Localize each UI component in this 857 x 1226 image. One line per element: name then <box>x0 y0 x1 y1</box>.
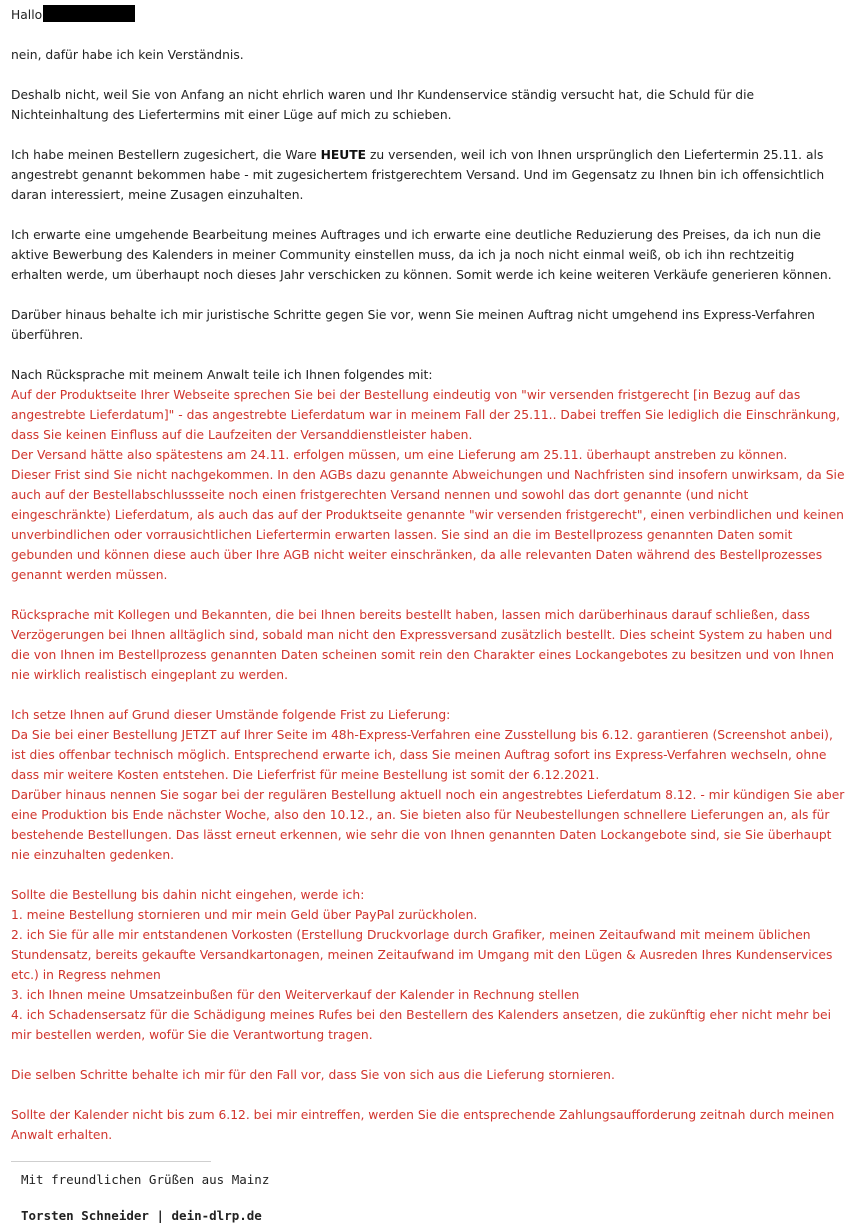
list-item-1: 1. meine Bestellung stornieren und mir mein Geld über PayPal zurückholen. <box>11 908 478 922</box>
paragraph-2: Deshalb nicht, weil Sie von Anfang an nicht ehrlich waren und Ihr Kundenservice ständig versucht hat, die Schuld für die Nichteinhaltung des Liefertermins mit einer Lüge auf mich zu schieben. <box>11 88 755 122</box>
red-paragraph-5: Ich setze Ihnen auf Grund dieser Umstände folgende Frist zu Lieferung: <box>11 708 451 722</box>
paragraph-3-bold: HEUTE <box>320 148 367 162</box>
paragraph-5: Darüber hinaus behalte ich mir juristische Schritte gegen Sie vor, wenn Sie meinen Auftrag nicht umgehend ins Express-Verfahren überführen. <box>11 308 815 342</box>
paragraph-3-a: Ich habe meinen Bestellern zugesichert, die Ware <box>11 148 321 162</box>
signature-divider <box>11 1161 211 1162</box>
red-section <box>11 385 847 1145</box>
list-item-2: 2. ich Sie für alle mir entstandenen Vorkosten (Erstellung Druckvorlage durch Grafiker, meinen Zeitaufwand mit meinem üblichen Stundensatz, bereits gekaufte Versandkartonagen, meinen Zeitaufwand im Umgang mit den Lügen & Ausreden Ihres Kundenservices etc.) in Regress nehmen <box>11 928 833 982</box>
paragraph-4: Ich erwarte eine umgehende Bearbeitung meines Auftrages und ich erwarte eine deutliche Reduzierung des Preises, da ich nun die aktive Bewerbung des Kalenders in meiner Community einstellen muss, da ich ja noch nicht einmal weiß, ob ich ihn rechtzeitig erhalten werde, um überhaupt noch dieses Jahr verschicken zu können. Somit werde ich keine weiteren Verkäufe generieren können. <box>11 228 832 282</box>
signature-closing: Mit freundlichen Grüßen aus Mainz <box>21 1172 270 1187</box>
greeting-line <box>11 5 847 25</box>
redacted-name-block <box>43 5 135 22</box>
lawyer-intro: Nach Rücksprache mit meinem Anwalt teile ich Ihnen folgendes mit: <box>11 368 433 382</box>
red-paragraph-7: Darüber hinaus nennen Sie sogar bei der regulären Bestellung aktuell noch ein angestrebtes Lieferdatum 8.12. - mir kündigen Sie aber eine Produktion bis Ende nächster Woche, also den 10.12., an. Sie bieten also für Neubestellungen schnellere Lieferungen an, als für bestehende Bestellungen. Das lässt erneut erkennen, wie sehr die von Ihnen genannten Daten Lockangebote sind, sie Sie überhaupt nie einzuhalten gedenken. <box>11 788 845 862</box>
list-item-3: 3. ich Ihnen meine Umsatzeinbußen für den Weiterverkauf der Kalender in Rechnung stellen <box>11 988 580 1002</box>
red-paragraph-3: Dieser Frist sind Sie nicht nachgekommen. In den AGBs dazu genannte Abweichungen und Nachfristen sind insofern unwirksam, da Sie auch auf der Bestellabschlussseite noch einen fristgerechten Versand nennen und sowohl das dort genannte (und nicht eingeschränkte) Lieferdatum, als auch das auf der Produktseite genannte "wir versenden fristgerecht", einen verbindlichen und keinen unverbindlichen oder vorrausichtlichen Liefertermin erwarten lassen. Sie sind an die im Bestellprozess genannten Daten somit gebunden und können diese auch über Ihre AGB nicht weiter einschränken, da alle relevanten Daten während des Bestellprozesses genannt werden müssen. <box>11 468 845 582</box>
red-paragraph-6: Da Sie bei einer Bestellung JETZT auf Ihrer Seite im 48h-Express-Verfahren eine Zusstellung bis 6.12. garantieren (Screenshot anbei), ist dies offenbar technisch möglich. Entsprechend erwarte ich, dass Sie meinen Auftrag sofort ins Express-Verfahren wechseln, ohne dass mir weitere Kosten entstehen. Die Lieferfrist für meine Bestellung ist somit der 6.12.2021. <box>11 728 833 782</box>
red-paragraph-9: Die selben Schritte behalte ich mir für den Fall vor, dass Sie von sich aus die Lieferung stornieren. <box>11 1068 615 1082</box>
signature-name: Torsten Schneider | dein-dlrp.de <box>21 1208 262 1223</box>
paragraph-1: nein, dafür habe ich kein Verständnis. <box>11 48 244 62</box>
paragraph-3-b: zu versenden, weil ich von Ihnen ursprünglich den Liefertermin 25.11. als angestrebt genannt bekommen habe - mit zugesichertem fristgerechtem Versand. Und im Gegensatz zu Ihnen bin ich offensichtlich daran interessiert, meine Zusagen einzuhalten. <box>11 148 825 202</box>
red-paragraph-10: Sollte der Kalender nicht bis zum 6.12. bei mir eintreffen, werden Sie die entsprechende Zahlungsaufforderung zeitnah durch meinen Anwalt erhalten. <box>11 1108 835 1142</box>
paragraph-3 <box>11 145 847 205</box>
red-paragraph-4: Rücksprache mit Kollegen und Bekannten, die bei Ihnen bereits bestellt haben, lassen mich darüberhinaus darauf schließen, dass Verzögerungen bei Ihnen alltäglich sind, sobald man nicht den Expressversand zusätzlich bestellt. Dies scheint System zu haben und die von Ihnen im Bestellprozess genannten Daten scheinen somit rein den Charakter eines Lockangebotes zu besitzen und von Ihnen nie wirklich realistisch eingeplant zu werden. <box>11 608 835 682</box>
list-item-4: 4. ich Schadensersatz für die Schädigung meines Rufes bei den Bestellern des Kalenders ansetzen, die zukünftig eher nicht mehr bei mir bestellen werden, wofür Sie die Verantwortung tragen. <box>11 1008 832 1042</box>
red-paragraph-8: Sollte die Bestellung bis dahin nicht eingehen, werde ich: <box>11 888 365 902</box>
red-paragraph-1: Auf der Produktseite Ihrer Webseite sprechen Sie bei der Bestellung eindeutig von "wir versenden fristgerecht [in Bezug auf das angestrebte Lieferdatum]" - das angestrebte Lieferdatum war in meinem Fall der 25.11.. Dabei treffen Sie lediglich die Einschränkung, dass Sie keinen Einfluss auf die Laufzeiten der Versanddienstleister haben. <box>11 388 841 442</box>
red-paragraph-2: Der Versand hätte also spätestens am 24.11. erfolgen müssen, um eine Lieferung am 25.11. überhaupt anstreben zu können. <box>11 448 788 462</box>
greeting: Hallo <box>11 8 43 22</box>
